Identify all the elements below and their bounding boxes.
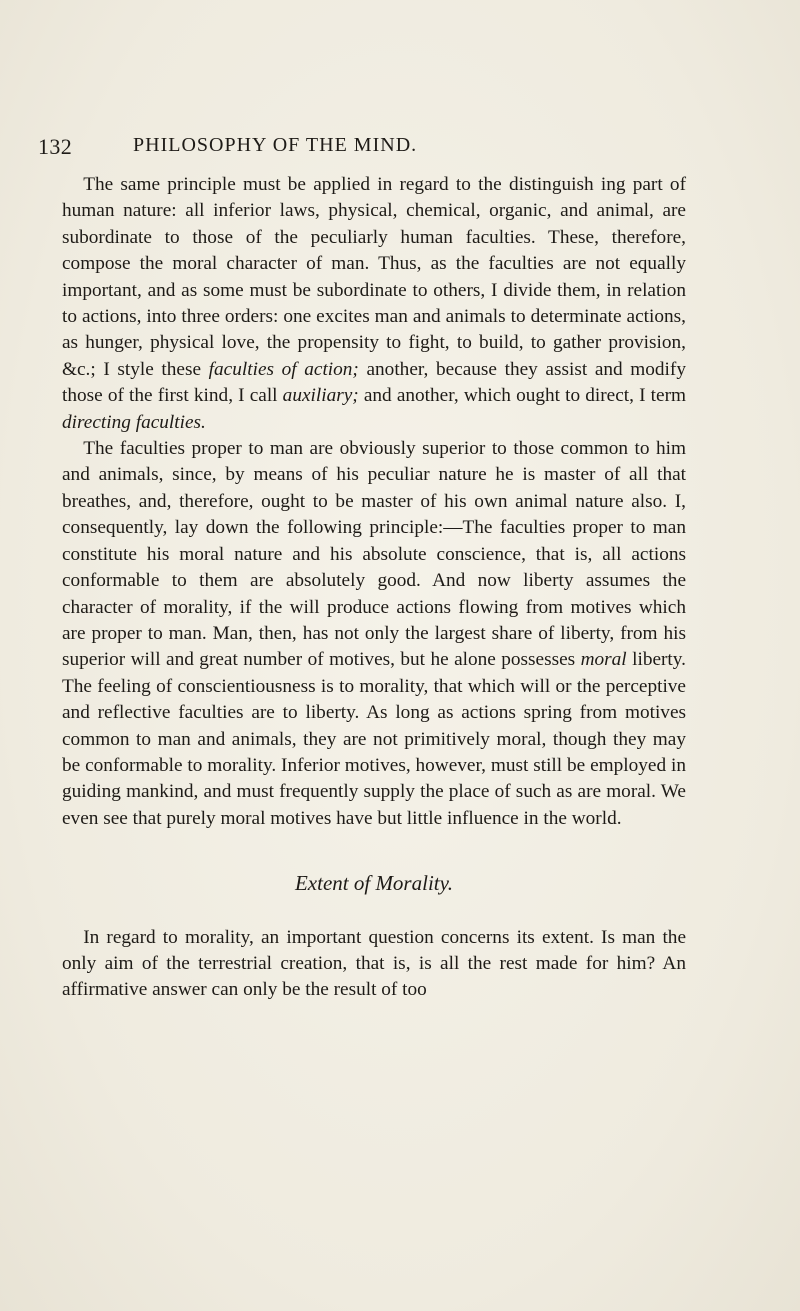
emphasis-directing-faculties: directing faculties. [62,411,206,433]
paragraph-1-text-c: and another, which ought to direct, I term [358,385,686,407]
emphasis-auxiliary: auxiliary; [282,385,359,407]
running-title: PHILOSOPHY OF THE MIND. [133,134,418,156]
paragraph-3-text: In regard to morality, an important question concerns its extent. Is man the only aim of the terrestrial creation, that is, is all the rest made for him? An affirmative answer can only be the result of too [62,926,686,1001]
running-head [38,134,758,160]
paragraph-2-text-a: The faculties proper to man are obviously superior to those common to him and animals, since, by means of his peculiar nature he is master of all that breathes, and, therefore, ought to be master of his own animal nature also. I, consequently, lay down the following principle:—The faculties proper to man constitute his moral nature and his absolute conscience, that is, all actions conformable to them are absolutely good. And now liberty assumes the character of morality, if the will produce actions flowing from motives which are proper to man. Man, then, has not only the largest share of liberty, from his superior will and great number of motives, but he alone possesses [62,438,686,671]
paragraph-2 [62,436,686,832]
body-text [62,172,686,1004]
paragraph-1-text-b: another, because they assist and modify those of the first kind, I call [62,358,686,407]
paragraph-1 [62,172,686,436]
page-number: 132 [38,134,73,159]
paragraph-2-text-b: liberty. The feeling of conscientiousness is to morality, that which will or the perceptive and reflective faculties are to liberty. As long as actions spring from motives common to man and animals, they are not primitively moral, though they may be conformable to morality. Inferior motives, however, must still be employed in guiding mankind, and must frequently supply the place of such as are moral. We even see that purely moral motives have but little influence in the world. [62,649,686,829]
paragraph-3 [62,925,686,1004]
emphasis-moral: moral [580,649,627,671]
emphasis-faculties-of-action: faculties of action; [208,358,359,380]
paragraph-1-text-a: The same principle must be applied in regard to the distinguish ing part of human nature: all inferior laws, physical, chemical, organic, and animal, are subordinate to those of the peculiarly human faculties. These, therefore, compose the moral character of man. Thus, as the faculties are not equally important, and as some must be subordinate to others, I divide them, in relation to actions, into three orders: one excites man and animals to determinate actions, as hunger, physical love, the propensity to fight, to build, to gather provision, &c.; I style these [62,174,686,380]
section-heading: Extent of Morality. [294,871,454,896]
